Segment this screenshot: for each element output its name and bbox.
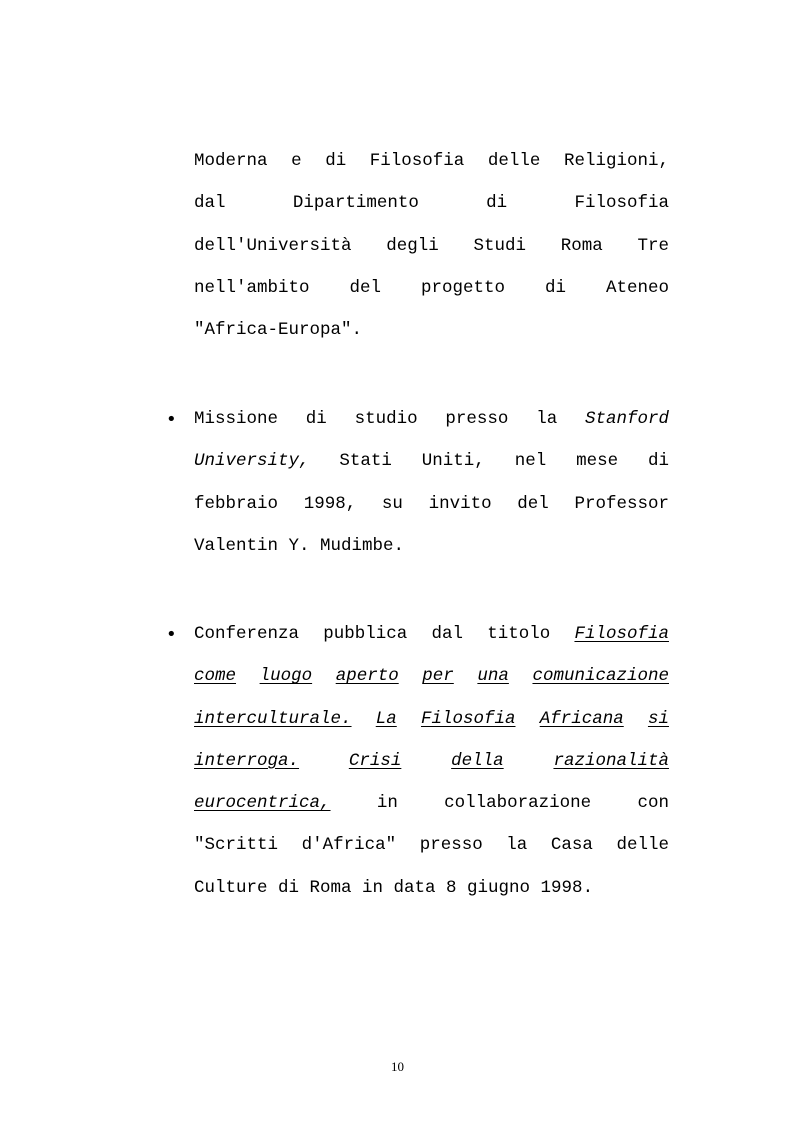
bullet-item-conferenza — [194, 623, 669, 919]
text-line: Missione di studio presso la Stanford — [194, 409, 669, 429]
text-line: nell'ambito del progetto di Ateneo — [194, 277, 669, 298]
text-line: eurocentrica, in collaborazione con — [194, 793, 669, 814]
bullet-icon: • — [166, 409, 177, 430]
text-line: "Scritti d'Africa" presso la Casa delle — [194, 835, 669, 856]
bullet-icon: • — [166, 624, 177, 645]
text-line: dell'Università degli Studi Roma Tre — [194, 235, 669, 256]
bullet-item-stanford — [194, 408, 669, 577]
text-line: Culture di Roma in data 8 giugno 1998. — [194, 877, 594, 898]
page-number: 10 — [391, 1059, 404, 1074]
text-line: dal Dipartimento di Filosofia — [194, 193, 669, 214]
text-line: University, Stati Uniti, nel mese di — [194, 451, 669, 472]
text-line: Moderna e di Filosofia delle Religioni, — [194, 151, 669, 171]
text-line: come luogo aperto per una comunicazione — [194, 666, 669, 687]
text-line: interroga. Crisi della razionalità — [194, 750, 669, 771]
text-line: "Africa-Europa". — [194, 320, 363, 341]
text-line: Valentin Y. Mudimbe. — [194, 535, 405, 556]
text-line: interculturale. La Filosofia Africana si — [194, 708, 669, 729]
text-line: febbraio 1998, su invito del Professor — [194, 493, 669, 514]
text-line: Conferenza pubblica dal titolo Filosofia — [194, 624, 669, 644]
paragraph-continuation — [194, 150, 669, 361]
